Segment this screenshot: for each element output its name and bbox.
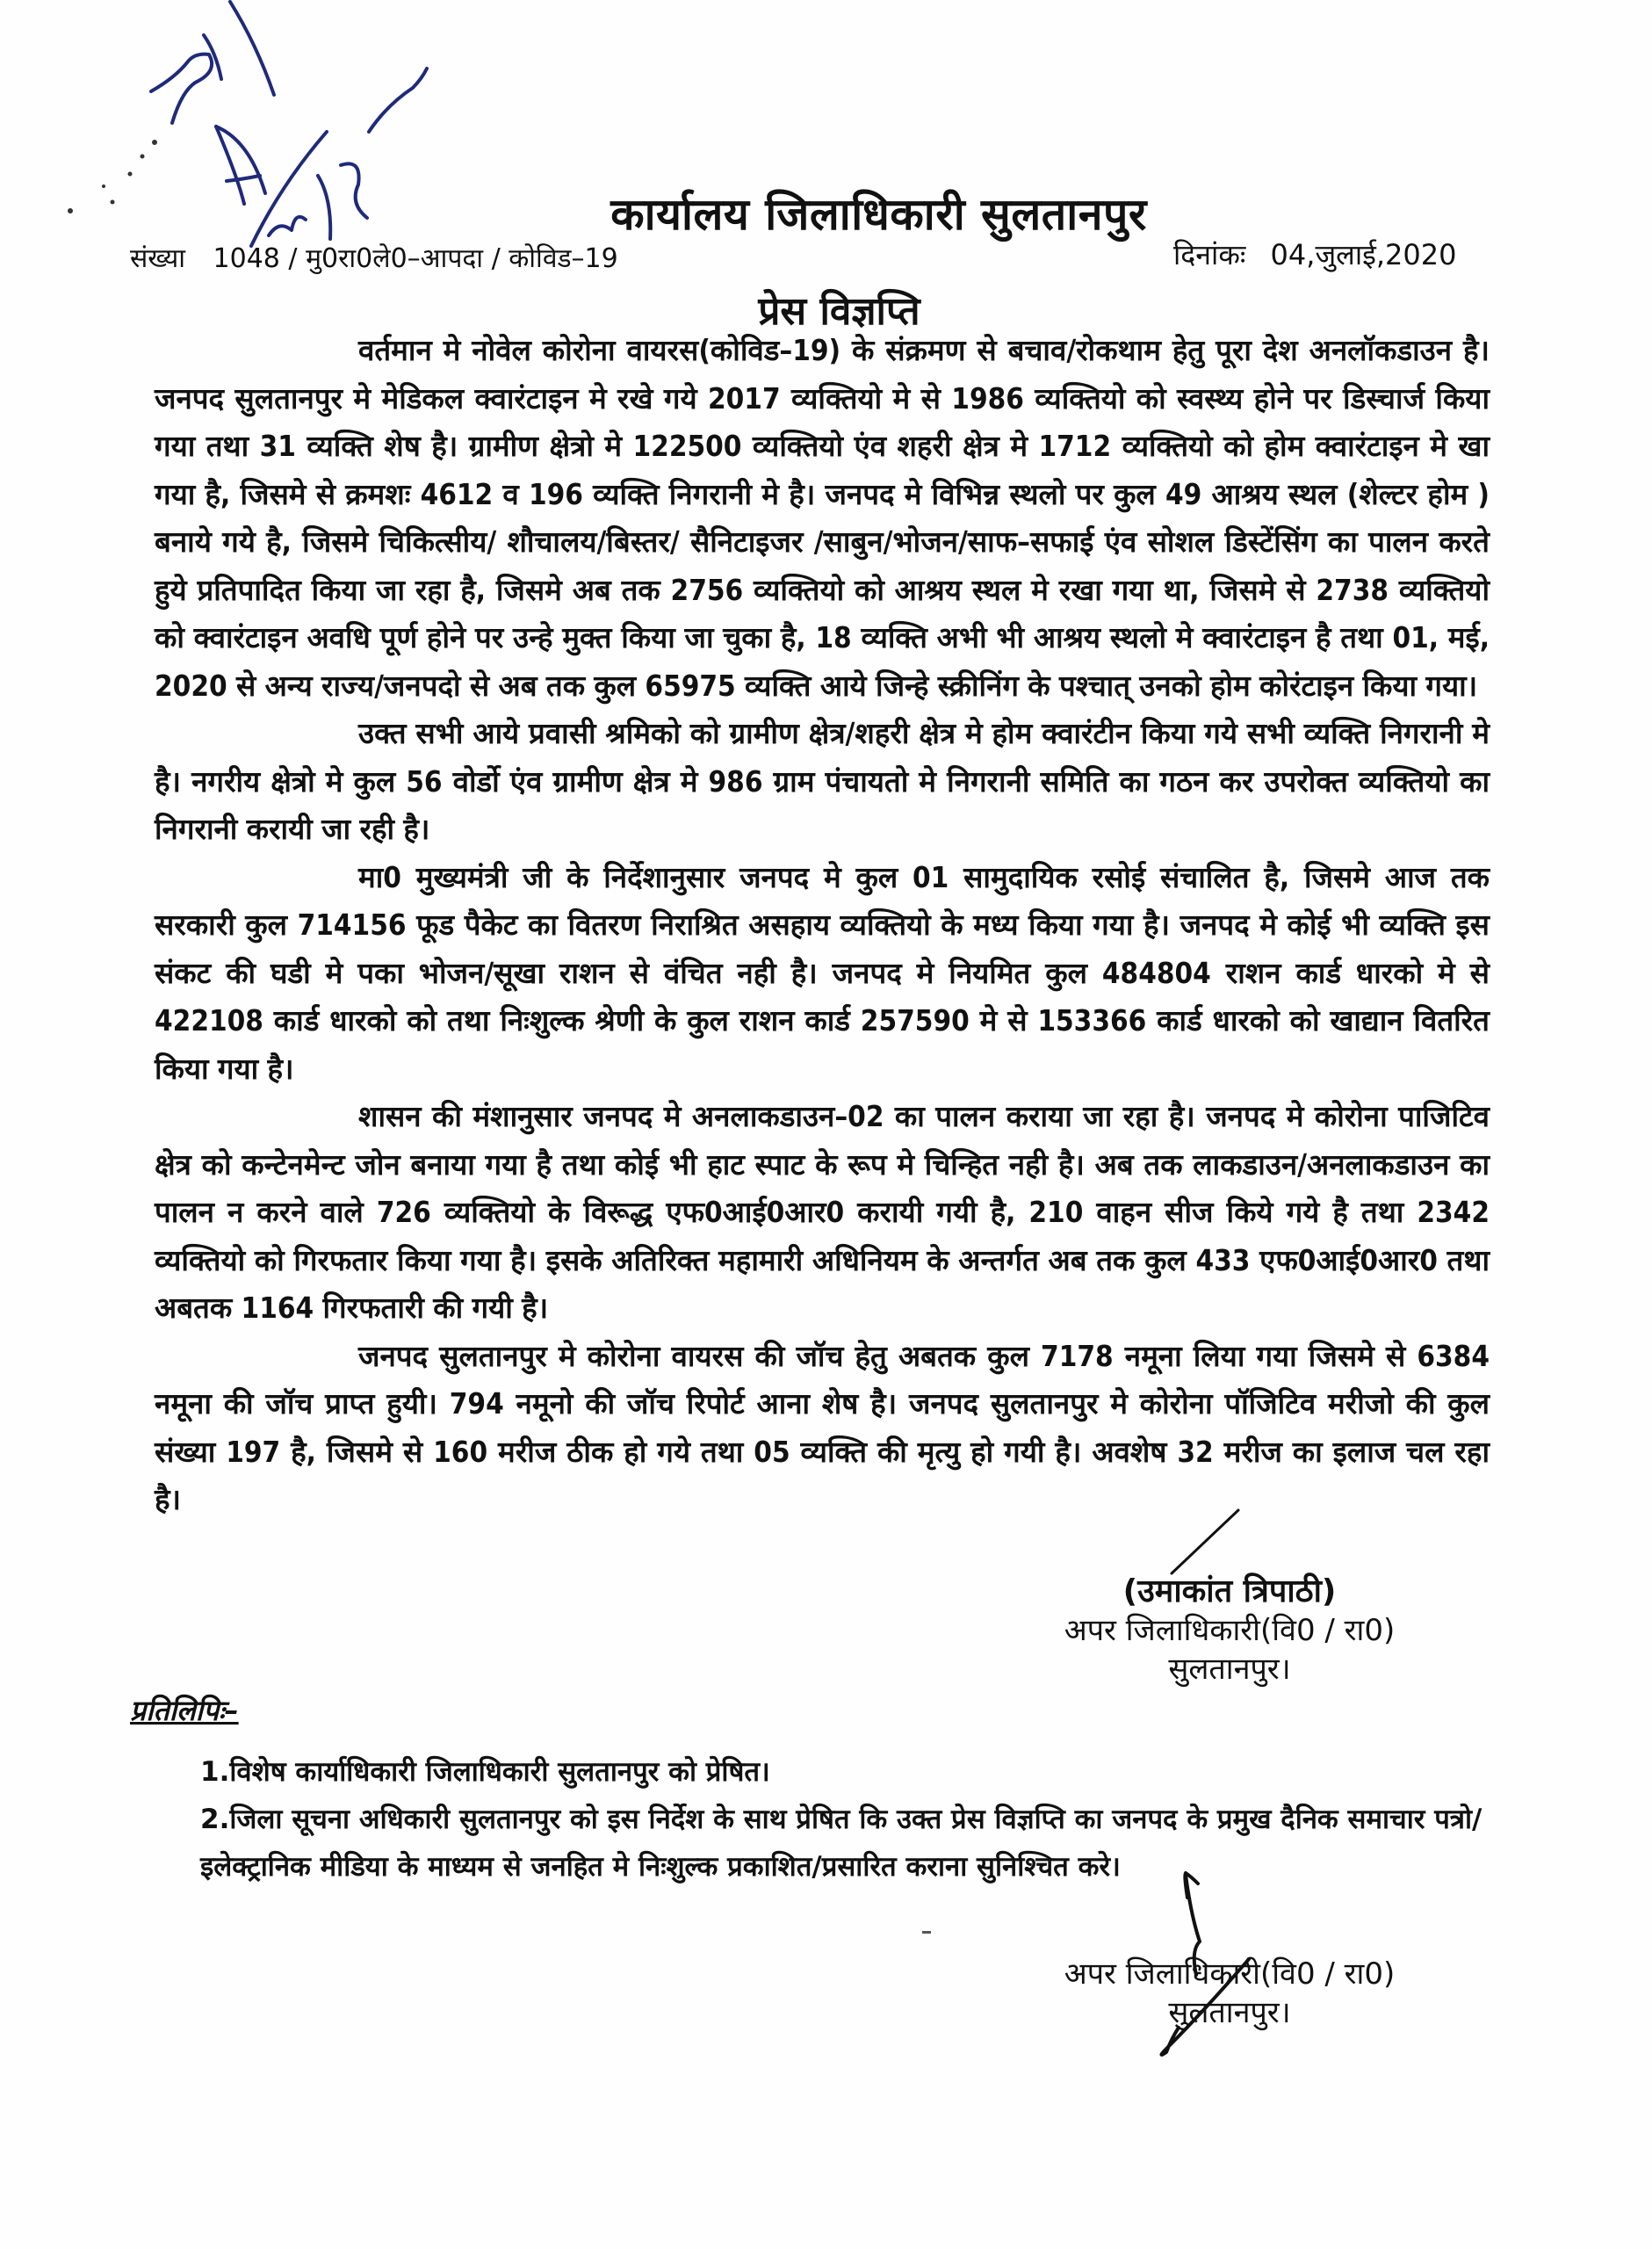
signature-mark-1: [1168, 1507, 1247, 1577]
paragraph-food-distribution: मा0 मुख्यमंत्री जी के निर्देशानुसार जनपद मे कुल 01 सामुदायिक रसोई संचालित है, जिसमे आज तक सरकारी कुल 714156 फूड पैकेट का वितरण निराश्रित असहाय व्यक्तियो के मध्य किया गया है। जनपद मे कोई भी व्यक्ति इस संकट की घडी मे पका भोजन/सूखा राशन से वंचित नही है। जनपद मे नियमित कुल 484804 राशन कार्ड धारको मे से 422108 कार्ड धारको को तथा निःशुल्क श्रेणी के कुल राशन कार्ड 257590 मे से 153366 कार्ड धारको को खाद्यान वितरित किया गया है।: [155, 859, 1490, 1086]
copy-to-list: [200, 1748, 1482, 1891]
reference-number: [130, 239, 618, 275]
document-type: प्रेस विज्ञप्ति: [758, 289, 920, 334]
stray-mark: [922, 1931, 931, 1934]
signature-block-primary: [966, 1573, 1493, 1689]
office-title: कार्यालय जिलाधिकारी सुलतानपुर: [610, 189, 1147, 240]
body-text: [155, 327, 1490, 1524]
paragraph-enforcement: शासन की मंशानुसार जनपद मे अनलाकडाउन–02 का पालन कराया जा रहा है। जनपद मे कोरोना पाजिटिव क्षेत्र को कन्टेनमेन्ट जोन बनाया गया है तथा कोई भी हाट स्पाट के रूप मे चिन्हित नही है। अब तक लाकडाउन/अनलाकडाउन का पालन न करने वाले 726 व्यक्तियो के विरूद्ध एफ0आई0आर0 करायी गयी है, 210 वाहन सीज किये गये है तथा 2342 व्यक्तियो को गिरफतार किया गया है। इसके अतिरिक्त महामारी अधिनियम के अन्तर्गत अब तक कुल 433 एफ0आई0आर0 तथा अबतक 1164 गिरफतारी की गयी है।: [155, 1099, 1490, 1325]
signature-block-secondary: [966, 1955, 1493, 2032]
document-date: [1173, 235, 1457, 273]
paragraph-migrant-surveillance: उक्त सभी आये प्रवासी श्रमिको को ग्रामीण क्षेत्र/शहरी क्षेत्र मे होम क्वारंटीन किया गये सभी व्यक्ति निगरानी मे है। नगरीय क्षेत्रो मे कुल 56 वोर्डो एंव ग्रामीण क्षेत्र मे 986 ग्राम पंचायतो मे निगरानी समिति का गठन कर उपरोक्त व्यक्तियो का निगरानी करायी जा रही है।: [155, 716, 1490, 846]
copy-to-item: 2.जिला सूचना अधिकारी सुलतानपुर को इस निर्देश के साथ प्रेषित कि उक्त प्रेस विज्ञप्ति का जनपद के प्रमुख दैनिक समाचार पत्रो/इलेक्ट्रानिक मीडिया के माध्यम से जनहित मे निःशुल्क प्रकाशित/प्रसारित कराना सुनिश्चित करे।: [200, 1804, 1482, 1883]
signatory-place: सुलतानपुर।: [1168, 1652, 1291, 1687]
copy-to-label: प्रतिलिपिः–: [130, 1694, 239, 1727]
reference-value: 1048 / मु0रा0ले0–आपदा / कोविड–19: [213, 243, 618, 274]
copy-to-item: 1.विशेष कार्याधिकारी जिलाधिकारी सुलतानपुर को प्रेषित।: [200, 1756, 770, 1788]
signatory-designation: अपर जिलाधिकारी(वि0 / रा0): [1064, 1613, 1396, 1648]
signatory-place-2: सुलतानपुर।: [1168, 1995, 1291, 2030]
reference-label: संख्या: [130, 243, 185, 274]
date-value: 04,जुलाई,2020: [1270, 238, 1457, 271]
paragraph-quarantine: वर्तमान मे नोवेल कोरोना वायरस(कोविड–19) के संक्रमण से बचाव/रोकथाम हेतु पूरा देश अनलॉकडाउन है। जनपद सुलतानपुर मे मेडिकल क्वारंटाइन मे रखे गये 2017 व्यक्तियो मे से 1986 व्यक्तियो को स्वस्थ्य होने पर डिस्चार्ज किया गया तथा 31 व्यक्ति शेष है। ग्रामीण क्षेत्रो मे 122500 व्यक्तियो एंव शहरी क्षेत्र मे 1712 व्यक्तियो को होम क्वारंटाइन मे खा गया है, जिसमे से क्रमशः 4612 व 196 व्यक्ति निगरानी मे है। जनपद मे विभिन्न स्थलो पर कुल 49 आश्रय स्थल (शेल्टर होम ) बनाये गये है, जिसमे चिकित्सीय/ शौचालय/बिस्तर/ सैनिटाइजर /साबुन/भोजन/साफ–सफाई एंव सोशल डिस्टेंसिंग का पालन करते हुये प्रतिपादित किया जा रहा है, जिसमे अब तक 2756 व्यक्तियो को आश्रय स्थल मे रखा गया था, जिसमे से 2738 व्यक्तियो को क्वारंटाइन अवधि पूर्ण होने पर उन्हे मुक्त किया जा चुका है, 18 व्यक्ति अभी भी आश्रय स्थलो मे क्वारंटाइन है तथा 01, मई, 2020 से अन्य राज्य/जनपदो से अब तक कुल 65975 व्यक्ति आये जिन्हे स्क्रीनिंग के पश्चात् उनको होम कोरंटाइन किया गया।: [155, 333, 1490, 703]
paragraph-testing: जनपद सुलतानपुर मे कोरोना वायरस की जॉच हेतु अबतक कुल 7178 नमूना लिया गया जिसमे से 6384 नमूना की जॉच प्राप्त हुयी। 794 नमूनो की जॉच रिपोर्ट आना शेष है। जनपद सुलतानपुर मे कोरोना पॉजिटिव मरीजो की कुल संख्या 197 है, जिसमे से 160 मरीज ठीक हो गये तथा 05 व्यक्ति की मृत्यु हो गयी है। अवशेष 32 मरीज का इलाज चल रहा है।: [155, 1338, 1490, 1516]
date-label: दिनांकः: [1173, 238, 1246, 271]
signatory-designation-2: अपर जिलाधिकारी(वि0 / रा0): [1064, 1956, 1396, 1992]
signatory-name: (उमाकांत त्रिपाठी): [1122, 1573, 1337, 1609]
